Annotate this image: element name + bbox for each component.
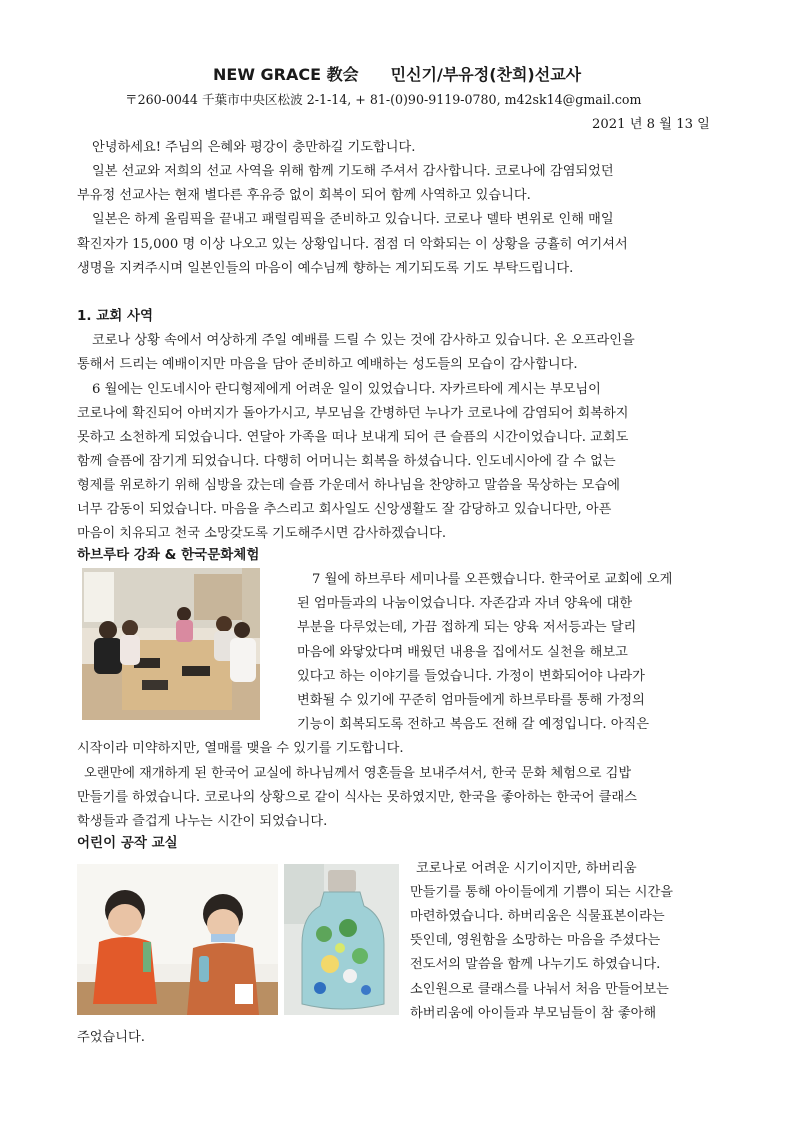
- section3-side-line: 소인원으로 클래스를 나눠서 처음 만들어보는: [410, 982, 669, 997]
- intro-line: 부유정 선교사는 현재 별다른 후유증 없이 회복이 되어 함께 사역하고 있습니다.: [77, 188, 531, 203]
- section2-line: 학생들과 즐겁게 나누는 시간이 되었습니다.: [77, 814, 328, 829]
- intro-line: 일본 선교와 저희의 선교 사역을 위해 함께 기도해 주셔서 감사합니다. 코로나에 감염되었던: [92, 164, 614, 179]
- section3-side-line: 전도서의 말씀을 함께 나누기도 하였습니다.: [410, 957, 661, 972]
- section3-side-line: 만들기를 통해 아이들에게 기쁨이 되는 시간을: [410, 885, 674, 900]
- intro-line: 생명을 지켜주시며 일본인들의 마음이 예수님께 향하는 계기되도록 기도 부탁드립니다.: [77, 261, 574, 276]
- section-heading-kids-craft: 어린이 공작 교실: [77, 835, 178, 851]
- letter-date: 2021 년 8 월 13 일: [592, 117, 710, 132]
- herbarium-photo: [284, 864, 399, 1015]
- section2-line: 오랜만에 재개하게 된 한국어 교실에 하나님께서 영혼들을 보내주셔서, 한국 문화 체험으로 김밥: [84, 766, 632, 781]
- section2-side-line: 있다고 하는 이야기를 들었습니다. 가정이 변화되어야 나라가: [297, 669, 645, 684]
- kids-photo-illustration: [77, 864, 278, 1015]
- kids-craft-photo: [77, 864, 278, 1015]
- herbarium-illustration: [284, 864, 399, 1015]
- section3-side-line: 마련하였습니다. 하버리움은 식물표본이라는: [410, 909, 665, 924]
- section2-side-line: 7 월에 하브루타 세미나를 오픈했습니다. 한국어로 교회에 오게: [312, 572, 673, 587]
- section1-line: 못하고 소천하게 되었습니다. 연달아 가족을 떠나 보내게 되어 큰 슬픔의 시간이었습니다. 교회도: [77, 430, 629, 445]
- section1-line: 코로나에 확진되어 아버지가 돌아가시고, 부모님을 간병하던 누나가 코로나에 감염되어 회복하지: [77, 406, 629, 421]
- section2-side-line: 변화될 수 있기에 꾸준히 엄마들에게 하브루타를 통해 가정의: [297, 693, 645, 708]
- section1-line: 형제를 위로하기 위해 심방을 갔는데 슬픔 가운데서 하나님을 찬양하고 말씀을 묵상하는 모습에: [77, 478, 620, 493]
- section1-line: 마음이 치유되고 천국 소망갖도록 기도해주시면 감사하겠습니다.: [77, 526, 447, 541]
- section2-side-line: 마음에 와닿았다며 배웠던 내용을 집에서도 실천을 해보고: [297, 645, 628, 660]
- page-title: NEW GRACE 教会 민신기/부유정(찬희)선교사: [213, 65, 582, 84]
- section1-line: 코로나 상황 속에서 여상하게 주일 예배를 드릴 수 있는 것에 감사하고 있습니다. 온 오프라인을: [92, 333, 635, 348]
- section-heading-havruta: 하브루타 강좌 & 한국문화체험: [77, 547, 260, 563]
- section3-line: 주었습니다.: [77, 1030, 145, 1045]
- section2-side-line: 된 엄마들과의 나눔이었습니다. 자존감과 자녀 양육에 대한: [297, 596, 633, 611]
- havruta-photo-illustration: [82, 568, 260, 720]
- section1-line: 너무 감동이 되었습니다. 마음을 추스리고 회사일도 신앙생활도 잘 감당하고 있습니다만, 아픈: [77, 502, 612, 517]
- section3-side-line: 하버리움에 아이들과 부모님들이 참 좋아해: [410, 1006, 657, 1021]
- intro-line: 안녕하세요! 주님의 은혜와 평강이 충만하길 기도합니다.: [92, 140, 416, 155]
- section3-side-line: 뜻인데, 영원함을 소망하는 마음을 주셨다는: [410, 933, 661, 948]
- section2-side-line: 부분을 다루었는데, 가끔 접하게 되는 양육 저서등과는 달리: [297, 620, 637, 635]
- section-heading-church-ministry: 1. 교회 사역: [77, 308, 154, 324]
- section2-side-line: 기능이 회복되도록 전하고 복음도 전해 갈 예정입니다. 아직은: [297, 717, 650, 732]
- section1-line: 통해서 드리는 예배이지만 마음을 담아 준비하고 예배하는 성도들의 모습이 감사합니다.: [77, 357, 578, 372]
- contact-address: 〒260-0044 千葉市中央区松波 2-1-14, + 81-(0)90-9119-0780, m42sk14@gmail.com: [125, 92, 642, 107]
- section1-line: 함께 슬픔에 잠기게 되었습니다. 다행히 어머니는 회복을 하셨습니다. 인도네시아에 갈 수 없는: [77, 454, 616, 469]
- section3-side-line: 코로나로 어려운 시기이지만, 하버리움: [416, 861, 637, 876]
- section2-line: 만들기를 하였습니다. 코로나의 상황으로 같이 식사는 못하였지만, 한국을 좋아하는 한국어 클래스: [77, 790, 637, 805]
- section1-line: 6 월에는 인도네시아 란디형제에게 어려운 일이 있었습니다. 자카르타에 계시는 부모님이: [92, 382, 601, 397]
- section2-line: 시작이라 미약하지만, 열매를 맺을 수 있기를 기도합니다.: [77, 741, 404, 756]
- intro-line: 일본은 하계 올림픽을 끝내고 패럴림픽을 준비하고 있습니다. 코로나 델타 변위로 인해 매일: [92, 212, 614, 227]
- havruta-seminar-photo: [82, 568, 260, 720]
- intro-line: 확진자가 15,000 명 이상 나오고 있는 상황입니다. 점점 더 악화되는 이 상황을 긍휼히 여기셔서: [77, 237, 628, 252]
